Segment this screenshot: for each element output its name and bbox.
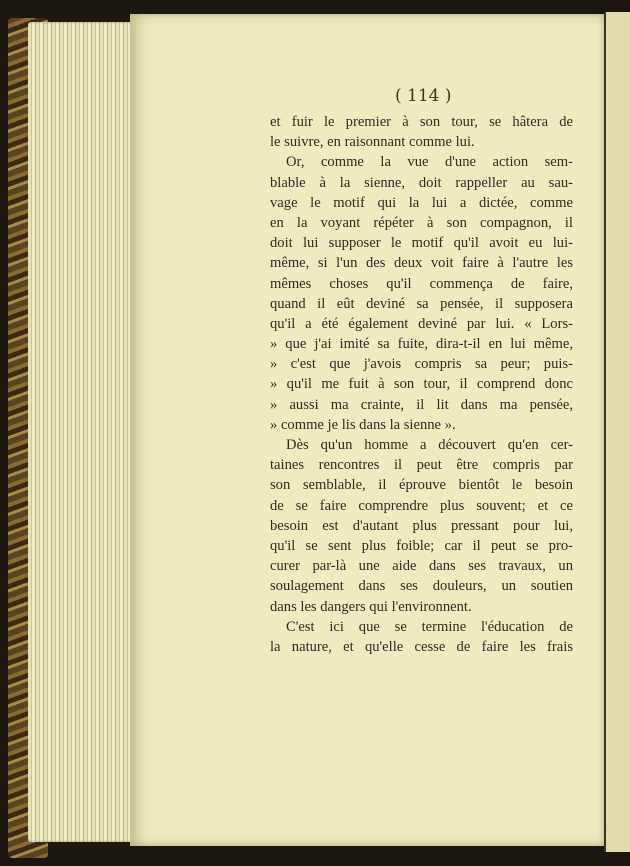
text-line: » qu'il me fuit à son tour, il comprend donc bbox=[270, 376, 573, 393]
text-line: soulagement dans ses douleurs, un soutien bbox=[270, 578, 573, 595]
text-line: en la voyant répéter à son compagnon, il bbox=[270, 214, 573, 231]
text-line: » c'est que j'avois compris sa peur; puis- bbox=[270, 356, 573, 373]
page-edges bbox=[28, 22, 134, 842]
text-line: Dès qu'un homme a découvert qu'en cer- bbox=[286, 437, 573, 453]
text-line: blable à la sienne, doit rappeller au sau- bbox=[270, 174, 573, 191]
text-line: la nature, et qu'elle cesse de faire les frais bbox=[270, 638, 573, 655]
text-line: mêmes choses qu'il commença de faire, bbox=[270, 275, 573, 292]
text-line: quand il eût deviné sa pensée, il supposera bbox=[270, 295, 573, 312]
text-line: Or, comme la vue d'une action sem- bbox=[286, 154, 573, 171]
text-line: de se faire comprendre plus souvent; et ce bbox=[270, 497, 573, 514]
text-line: » comme je lis dans la sienne ». bbox=[270, 416, 456, 433]
text-line: » que j'ai imité sa fuite, dira-t-il en lui même, bbox=[270, 336, 573, 353]
page-number: ( 114 ) bbox=[395, 86, 452, 106]
text-line: le suivre, en raisonnant comme lui. bbox=[270, 134, 475, 151]
text-line: vage le motif qui la lui a dictée, comme bbox=[270, 194, 573, 211]
text-line: curer par-là une aide dans ses travaux, un bbox=[270, 558, 573, 575]
text-line: son semblable, il éprouve bientôt le besoin bbox=[270, 477, 573, 494]
text-line: taines rencontres il peut être compris par bbox=[270, 457, 573, 474]
text-line: dans les dangers qui l'environnent. bbox=[270, 598, 472, 615]
text-line: » aussi ma crainte, il lit dans ma pensée, bbox=[270, 396, 573, 413]
text-line: doit lui supposer le motif qu'il avoit eu lui- bbox=[270, 235, 573, 252]
text-line: C'est ici que se termine l'éducation de bbox=[286, 618, 573, 635]
text-line: et fuir le premier à son tour, se hâtera de bbox=[270, 114, 573, 130]
text-line: même, si l'un des deux voit faire à l'autre les bbox=[270, 255, 573, 272]
next-page-edge bbox=[604, 12, 630, 852]
body-text bbox=[270, 112, 573, 657]
text-line: besoin est d'autant plus pressant pour lui, bbox=[270, 517, 573, 534]
text-line: qu'il a été également deviné par lui. « Lors- bbox=[270, 315, 573, 332]
text-line: qu'il se sent plus foible; car il peut se pro- bbox=[270, 537, 573, 554]
